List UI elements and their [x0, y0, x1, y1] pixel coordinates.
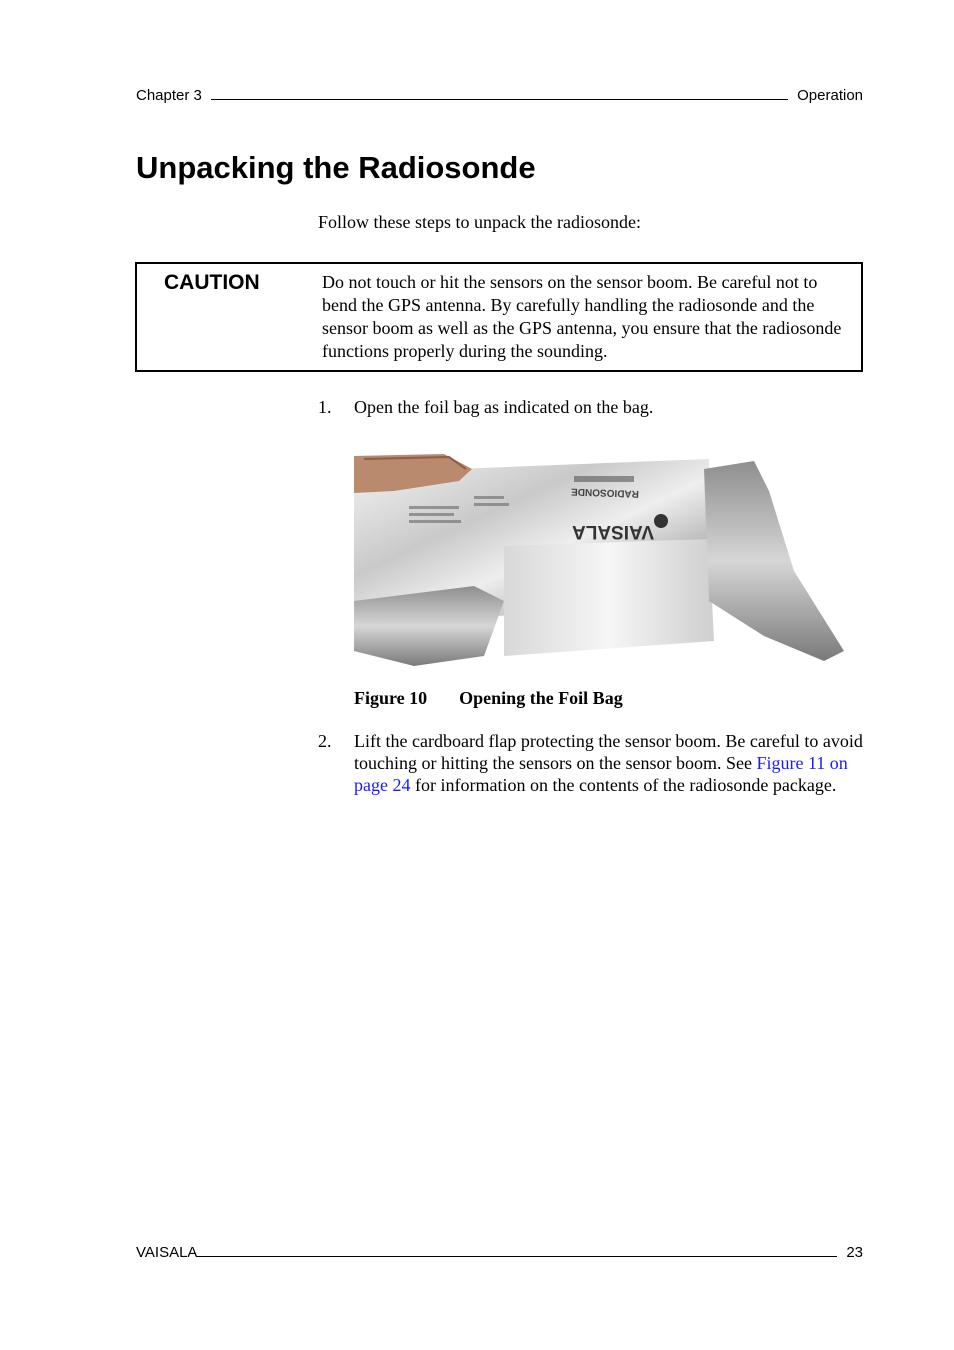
page-title: Unpacking the Radiosonde — [136, 150, 536, 185]
step-number: 1. — [318, 397, 332, 417]
figure-title: Opening the Foil Bag — [459, 688, 623, 708]
running-header — [136, 86, 863, 106]
step-number: 2. — [318, 731, 332, 751]
inner-box — [504, 539, 714, 656]
caution-label: CAUTION — [164, 271, 260, 294]
running-footer — [136, 1243, 863, 1263]
footer-rule — [197, 1243, 837, 1257]
figure-11-link[interactable]: Figure 11 on page 24 — [354, 753, 848, 795]
step-text: Open the foil bag as indicated on the bag. — [354, 397, 654, 417]
figure-number: Figure 10 — [354, 688, 428, 708]
product-text: RADIOSONDE — [570, 485, 640, 499]
header-rule — [211, 86, 788, 100]
caution-text: Do not touch or hit the sensors on the sensor boom. Be careful not to bend the GPS antenna. By carefully handling the radiosonde and the sensor boom as well as the GPS antenna, you ensure that the radiosonde functions properly during the sounding. — [322, 272, 842, 361]
step-text-part: for information on the contents of the radiosonde package. — [410, 775, 837, 795]
section-label: Operation — [797, 87, 863, 104]
step-1 — [318, 396, 868, 420]
intro-text: Follow these steps to unpack the radiosonde: — [318, 212, 641, 232]
page-number: 23 — [846, 1244, 863, 1261]
chapter-label: Chapter 3 — [136, 87, 202, 104]
step-2 — [318, 730, 868, 822]
barcode — [574, 476, 634, 482]
foil-bag-photo — [354, 451, 844, 679]
caution-box — [135, 262, 863, 372]
figure-caption — [354, 688, 623, 709]
step-text — [354, 730, 864, 796]
step-text-part: Lift the cardboard flap protecting the sensor boom. Be careful to avoid touching or hitting the sensors on the sensor boom. See — [354, 731, 863, 773]
company-name: VAISALA — [136, 1244, 198, 1261]
vaisala-logo-icon — [654, 514, 668, 528]
brand-text: VAISALA — [572, 521, 654, 542]
foil-flap — [704, 461, 844, 661]
